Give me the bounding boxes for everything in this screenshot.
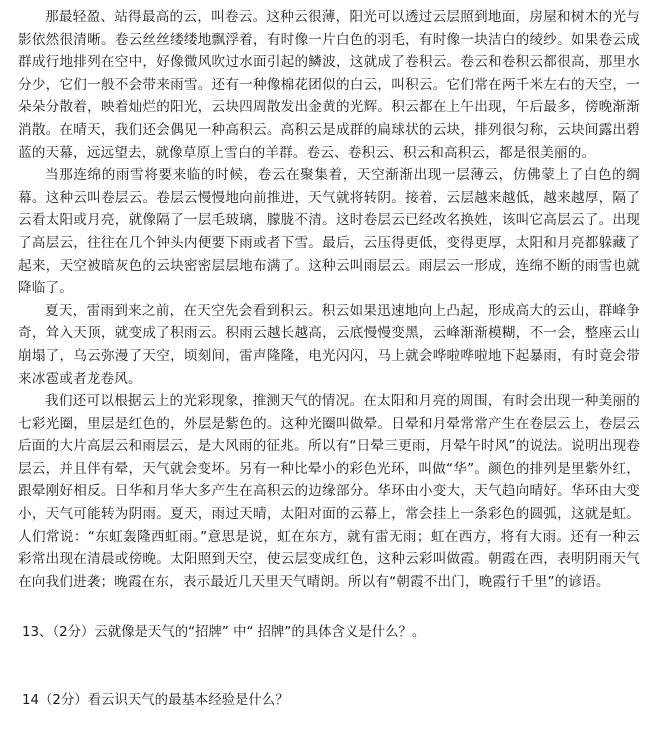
question-14: 14（2分）看云识天气的最基本经验是什么？ <box>22 693 289 708</box>
reading-passage <box>18 6 640 593</box>
paragraph-2: 当那连绵的雨雪将要来临的时候，卷云在聚集着，天空渐渐出现一层薄云，仿佛蒙上了白色的绸幕。这种云叫卷层云。卷层云慢慢地向前推进，天气就将转阴。接着，云层越来越低，越来越厚，隔了云看太阳或月亮，就像隔了一层毛玻璃，朦胧不清。这时卷层云已经改名换姓，该叫它高层云了。出现了高层云，往往在几个钟头内便要下雨或者下雪。最后，云压得更低，变得更厚，太阳和月亮都躲藏了起来，天空被暗灰色的云块密密层层地布满了。这种云叫雨层云。雨层云一形成，连绵不断的雨雪也就降临了。 <box>18 167 640 297</box>
question-13: 13、（2分）云就像是天气的“招牌” 中“ 招牌”的具体含义是什么？。 <box>22 625 426 640</box>
paragraph-4: 我们还可以根据云上的光彩现象，推测天气的情况。在太阳和月亮的周围，有时会出现一种美丽的七彩光圈，里层是红色的，外层是紫色的。这种光圈叫做晕。日晕和月晕常常产生在卷层云上，卷层云后面的大片高层云和雨层云，是大风雨的征兆。所以有“日晕三更雨，月晕午时风”的说法。说明出现卷层云，并且伴有晕，天气就会变坏。另有一种比晕小的彩色光环，叫做“华”。颜色的排列是里紫外红，跟晕刚好相反。日华和月华大多产生在高积云的边缘部分。华环由小变大，天气趋向晴好。华环由大变小，天气可能转为阴雨。夏天，雨过天晴，太阳对面的云幕上，常会挂上一条彩色的圆弧，这就是虹。人们常说：“东虹轰隆西虹雨。”意思是说，虹在东方，就有雷无雨；虹在西方，将有大雨。还有一种云彩常出现在清晨或傍晚。太阳照到天空，使云层变成红色，这种云彩叫做霞。朝霞在西，表明阴雨天气在向我们进袭；晚霞在东，表示最近几天里天气晴朗。所以有“朝霞不出门，晚霞行千里”的谚语。 <box>18 393 640 590</box>
paragraph-3: 夏天，雷雨到来之前，在天空先会看到积云。积云如果迅速地向上凸起，形成高大的云山，群峰争奇，耸入天顶，就变成了积雨云。积雨云越长越高，云底慢慢变黑，云峰渐渐模糊，不一会，整座云山崩塌了，乌云弥漫了天空，顷刻间，雷声隆隆，电光闪闪，马上就会哗啦哗啦地下起暴雨，有时竟会带来冰雹或者龙卷风。 <box>18 302 640 387</box>
paragraph-1: 那最轻盈、站得最高的云，叫卷云。这种云很薄，阳光可以透过云层照到地面，房屋和树木的光与影依然很清晰。卷云丝丝缕缕地飘浮着，有时像一片白色的羽毛，有时像一块洁白的绫纱。如果卷云成群成行地排列在空中，好像微风吹过水面引起的鳞波，这就成了卷积云。卷云和卷积云都很高，那里水分少，它们一般不会带来雨雪。还有一种像棉花团似的白云，叫积云。它们常在两千米左右的天空，一朵朵分散着，映着灿烂的阳光，云块四周散发出金黄的光辉。积云都在上午出现，午后最多，傍晚渐渐消散。在晴天，我们还会偶见一种高积云。高积云是成群的扁球状的云块，排列很匀称，云块间露出碧蓝的天幕，远远望去，就像草原上雪白的羊群。卷云、卷积云、积云和高积云，都是很美丽的。 <box>18 9 640 161</box>
